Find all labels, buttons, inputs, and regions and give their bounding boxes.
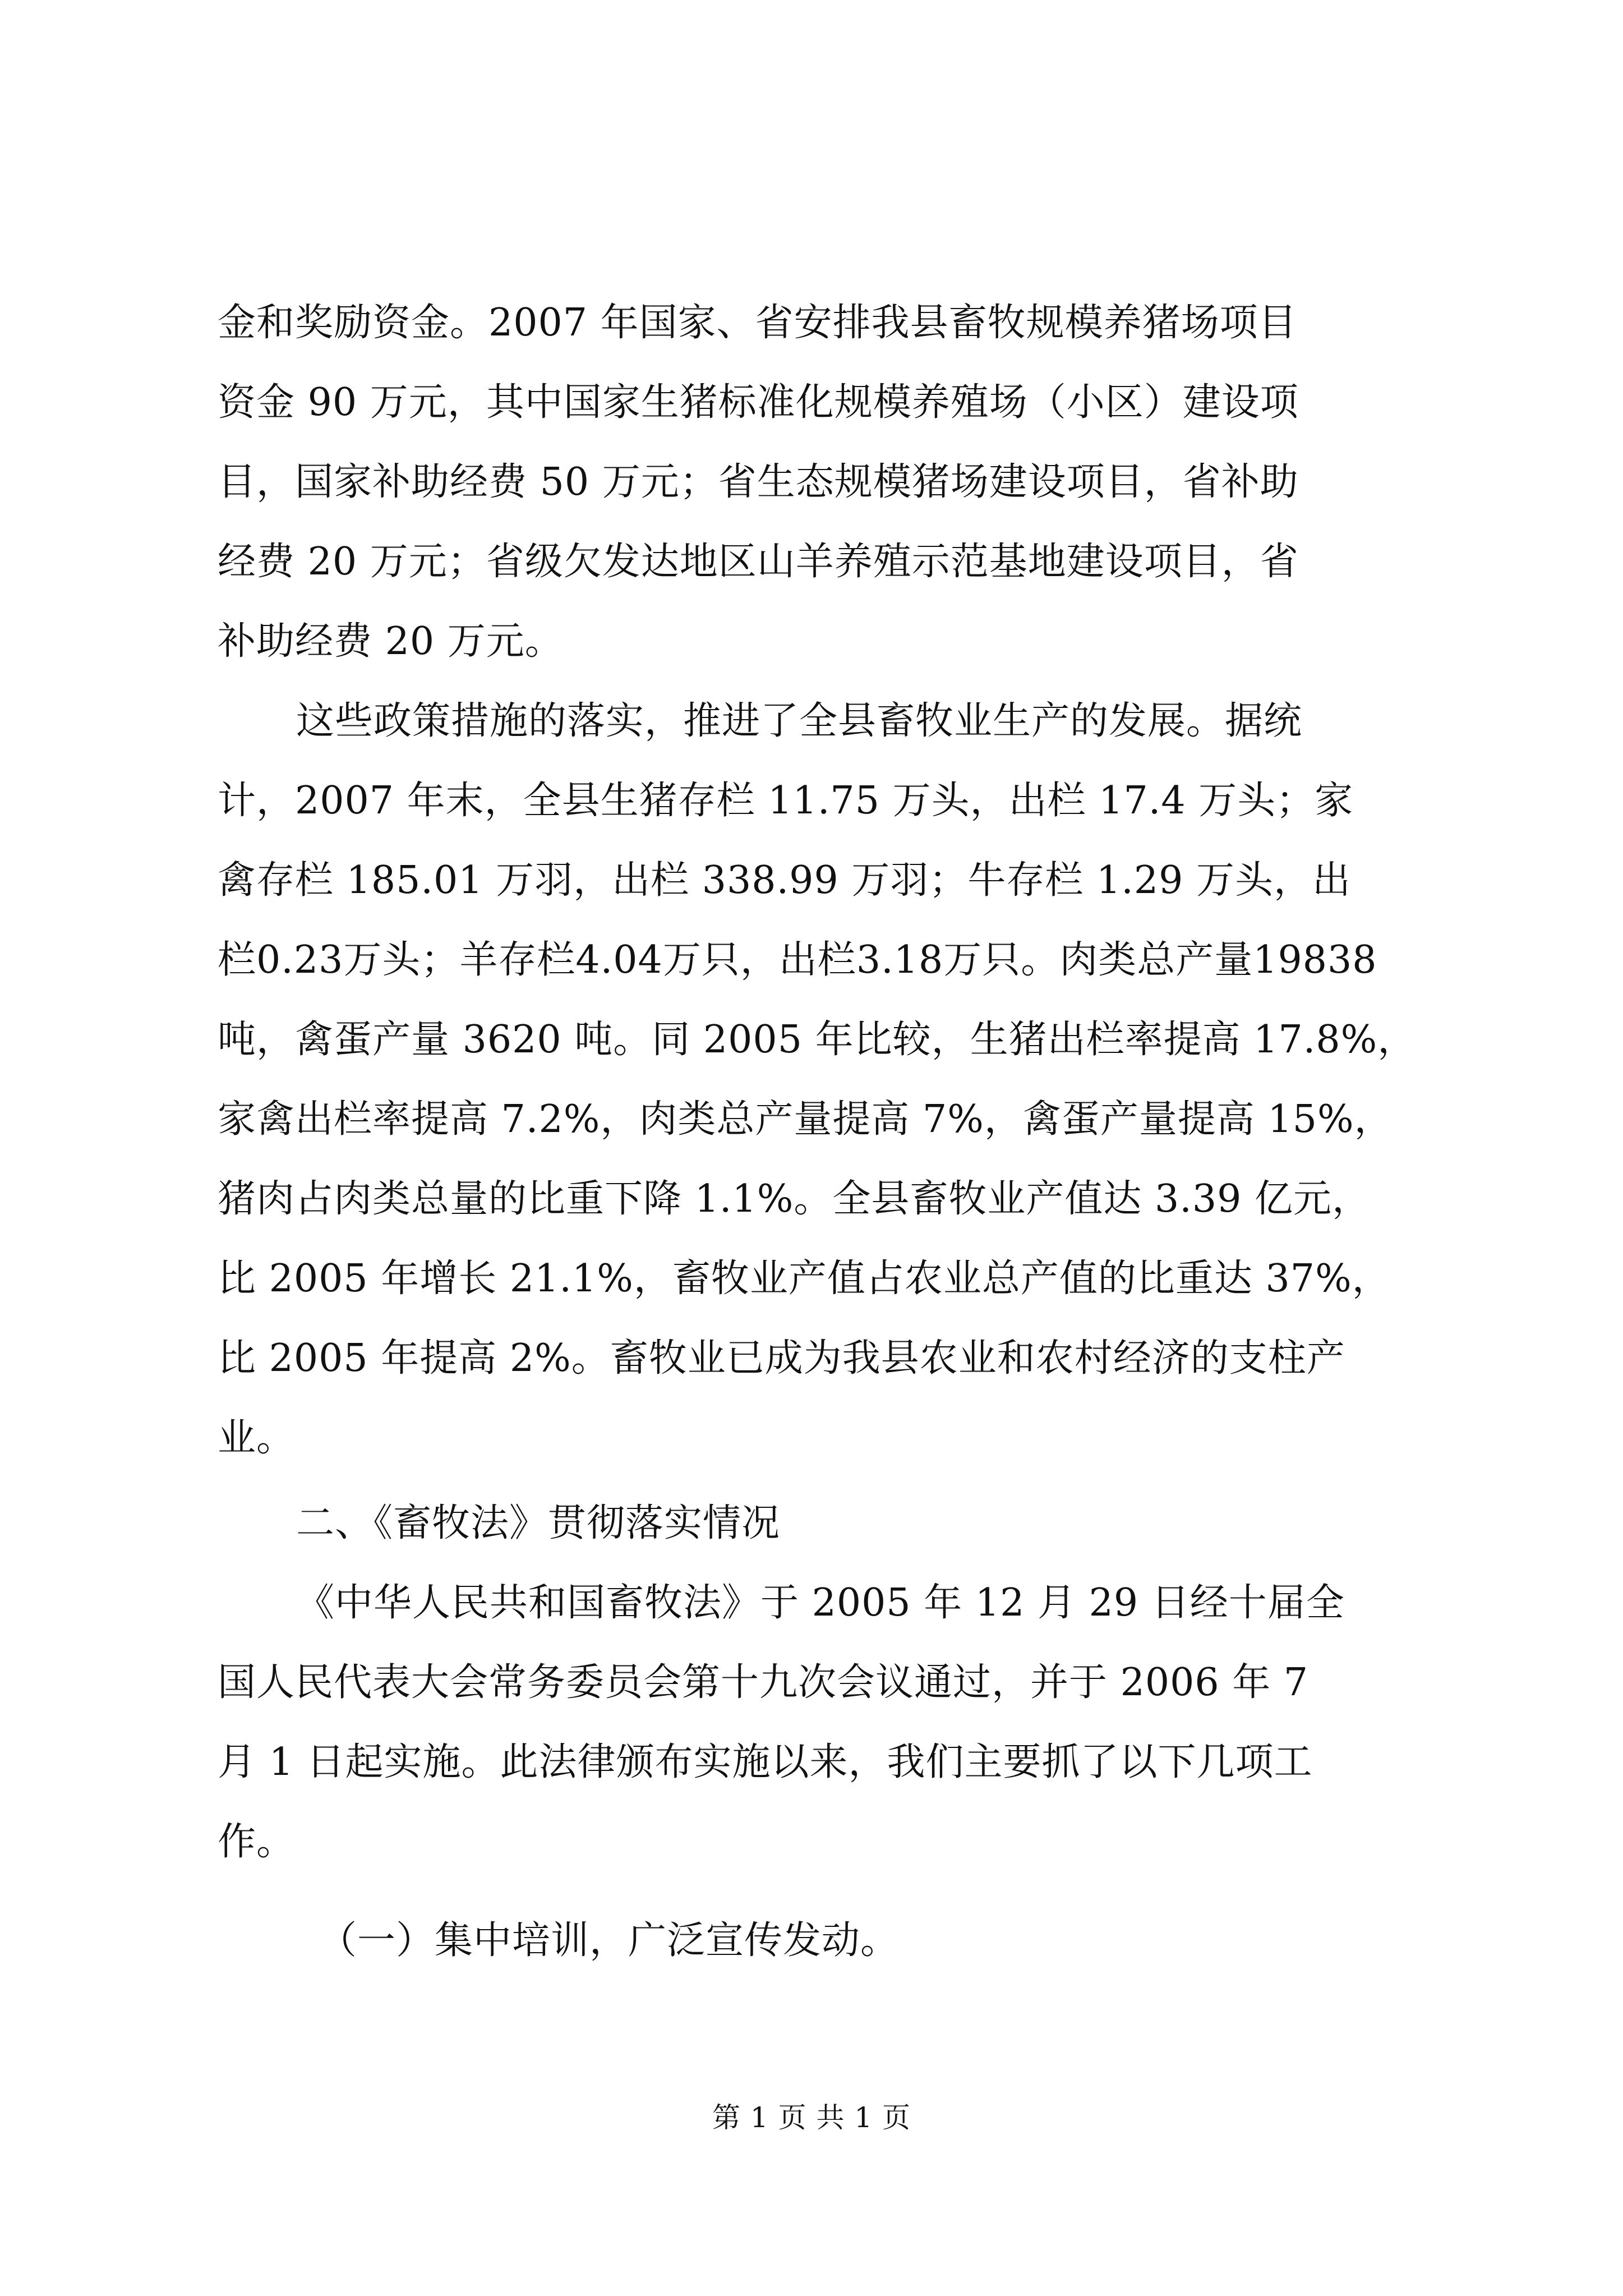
paragraph-1-line-3: 目，国家补助经费 50 万元；省生态规模猪场建设项目，省补助 [218, 460, 1299, 504]
paragraph-2-line-5: 吨，禽蛋产量 3620 吨。同 2005 年比较，生猪出栏率提高 17.8%， [218, 1018, 1417, 1062]
document-body [218, 283, 1435, 1981]
sub-heading-1: （一）集中培训，广泛宣传发动。 [319, 1918, 900, 1963]
paragraph-3-line-4: 作。 [218, 1820, 296, 1864]
paragraph-3-line-3: 月 1 日起实施。此法律颁布实施以来，我们主要抓了以下几项工 [218, 1740, 1313, 1784]
paragraph-2-line-8: 比 2005 年增长 21.1%，畜牧业产值占农业总产值的比重达 37%， [218, 1257, 1391, 1301]
paragraph-2-line-2: 计，2007 年末，全县生猪存栏 11.75 万头，出栏 17.4 万头；家 [218, 779, 1354, 823]
paragraph-3-line-2: 国人民代表大会常务委员会第十九次会议通过，并于 2006 年 7 [218, 1660, 1309, 1705]
paragraph-1-line-1: 金和奖励资金。2007 年国家、省安排我县畜牧规模养猪场项目 [218, 301, 1297, 345]
paragraph-3-line-1: 《中华人民共和国畜牧法》于 2005 年 12 月 29 日经十届全 [296, 1581, 1345, 1625]
paragraph-1-line-2: 资金 90 万元，其中国家生猪标准化规模养殖场（小区）建设项 [218, 380, 1299, 425]
page-footer: 第 1 页 共 1 页 [712, 2101, 911, 2134]
paragraph-2-line-9: 比 2005 年提高 2%。畜牧业已成为我县农业和农村经济的支柱产 [218, 1336, 1345, 1381]
paragraph-2-line-1: 这些政策措施的落实，推进了全县畜牧业生产的发展。据统 [296, 699, 1303, 743]
section-heading-2: 二、《畜牧法》贯彻落实情况 [296, 1501, 781, 1545]
paragraph-2-line-6: 家禽出栏率提高 7.2%，肉类总产量提高 7%，禽蛋产量提高 15%， [218, 1097, 1393, 1142]
paragraph-2-line-7: 猪肉占肉类总量的比重下降 1.1%。全县畜牧业产值达 3.39 亿元， [218, 1177, 1371, 1221]
paragraph-1-line-5: 补助经费 20 万元。 [218, 619, 564, 664]
paragraph-2-line-3: 禽存栏 185.01 万羽，出栏 338.99 万羽；牛存栏 1.29 万头，出 [218, 858, 1351, 903]
paragraph-2-line-10: 业。 [218, 1416, 296, 1460]
paragraph-2-line-4: 栏0.23万头；羊存栏4.04万只，出栏3.18万只。肉类总产量19838 [218, 938, 1377, 982]
paragraph-1-line-4: 经费 20 万元；省级欠发达地区山羊养殖示范基地建设项目，省 [218, 540, 1299, 584]
